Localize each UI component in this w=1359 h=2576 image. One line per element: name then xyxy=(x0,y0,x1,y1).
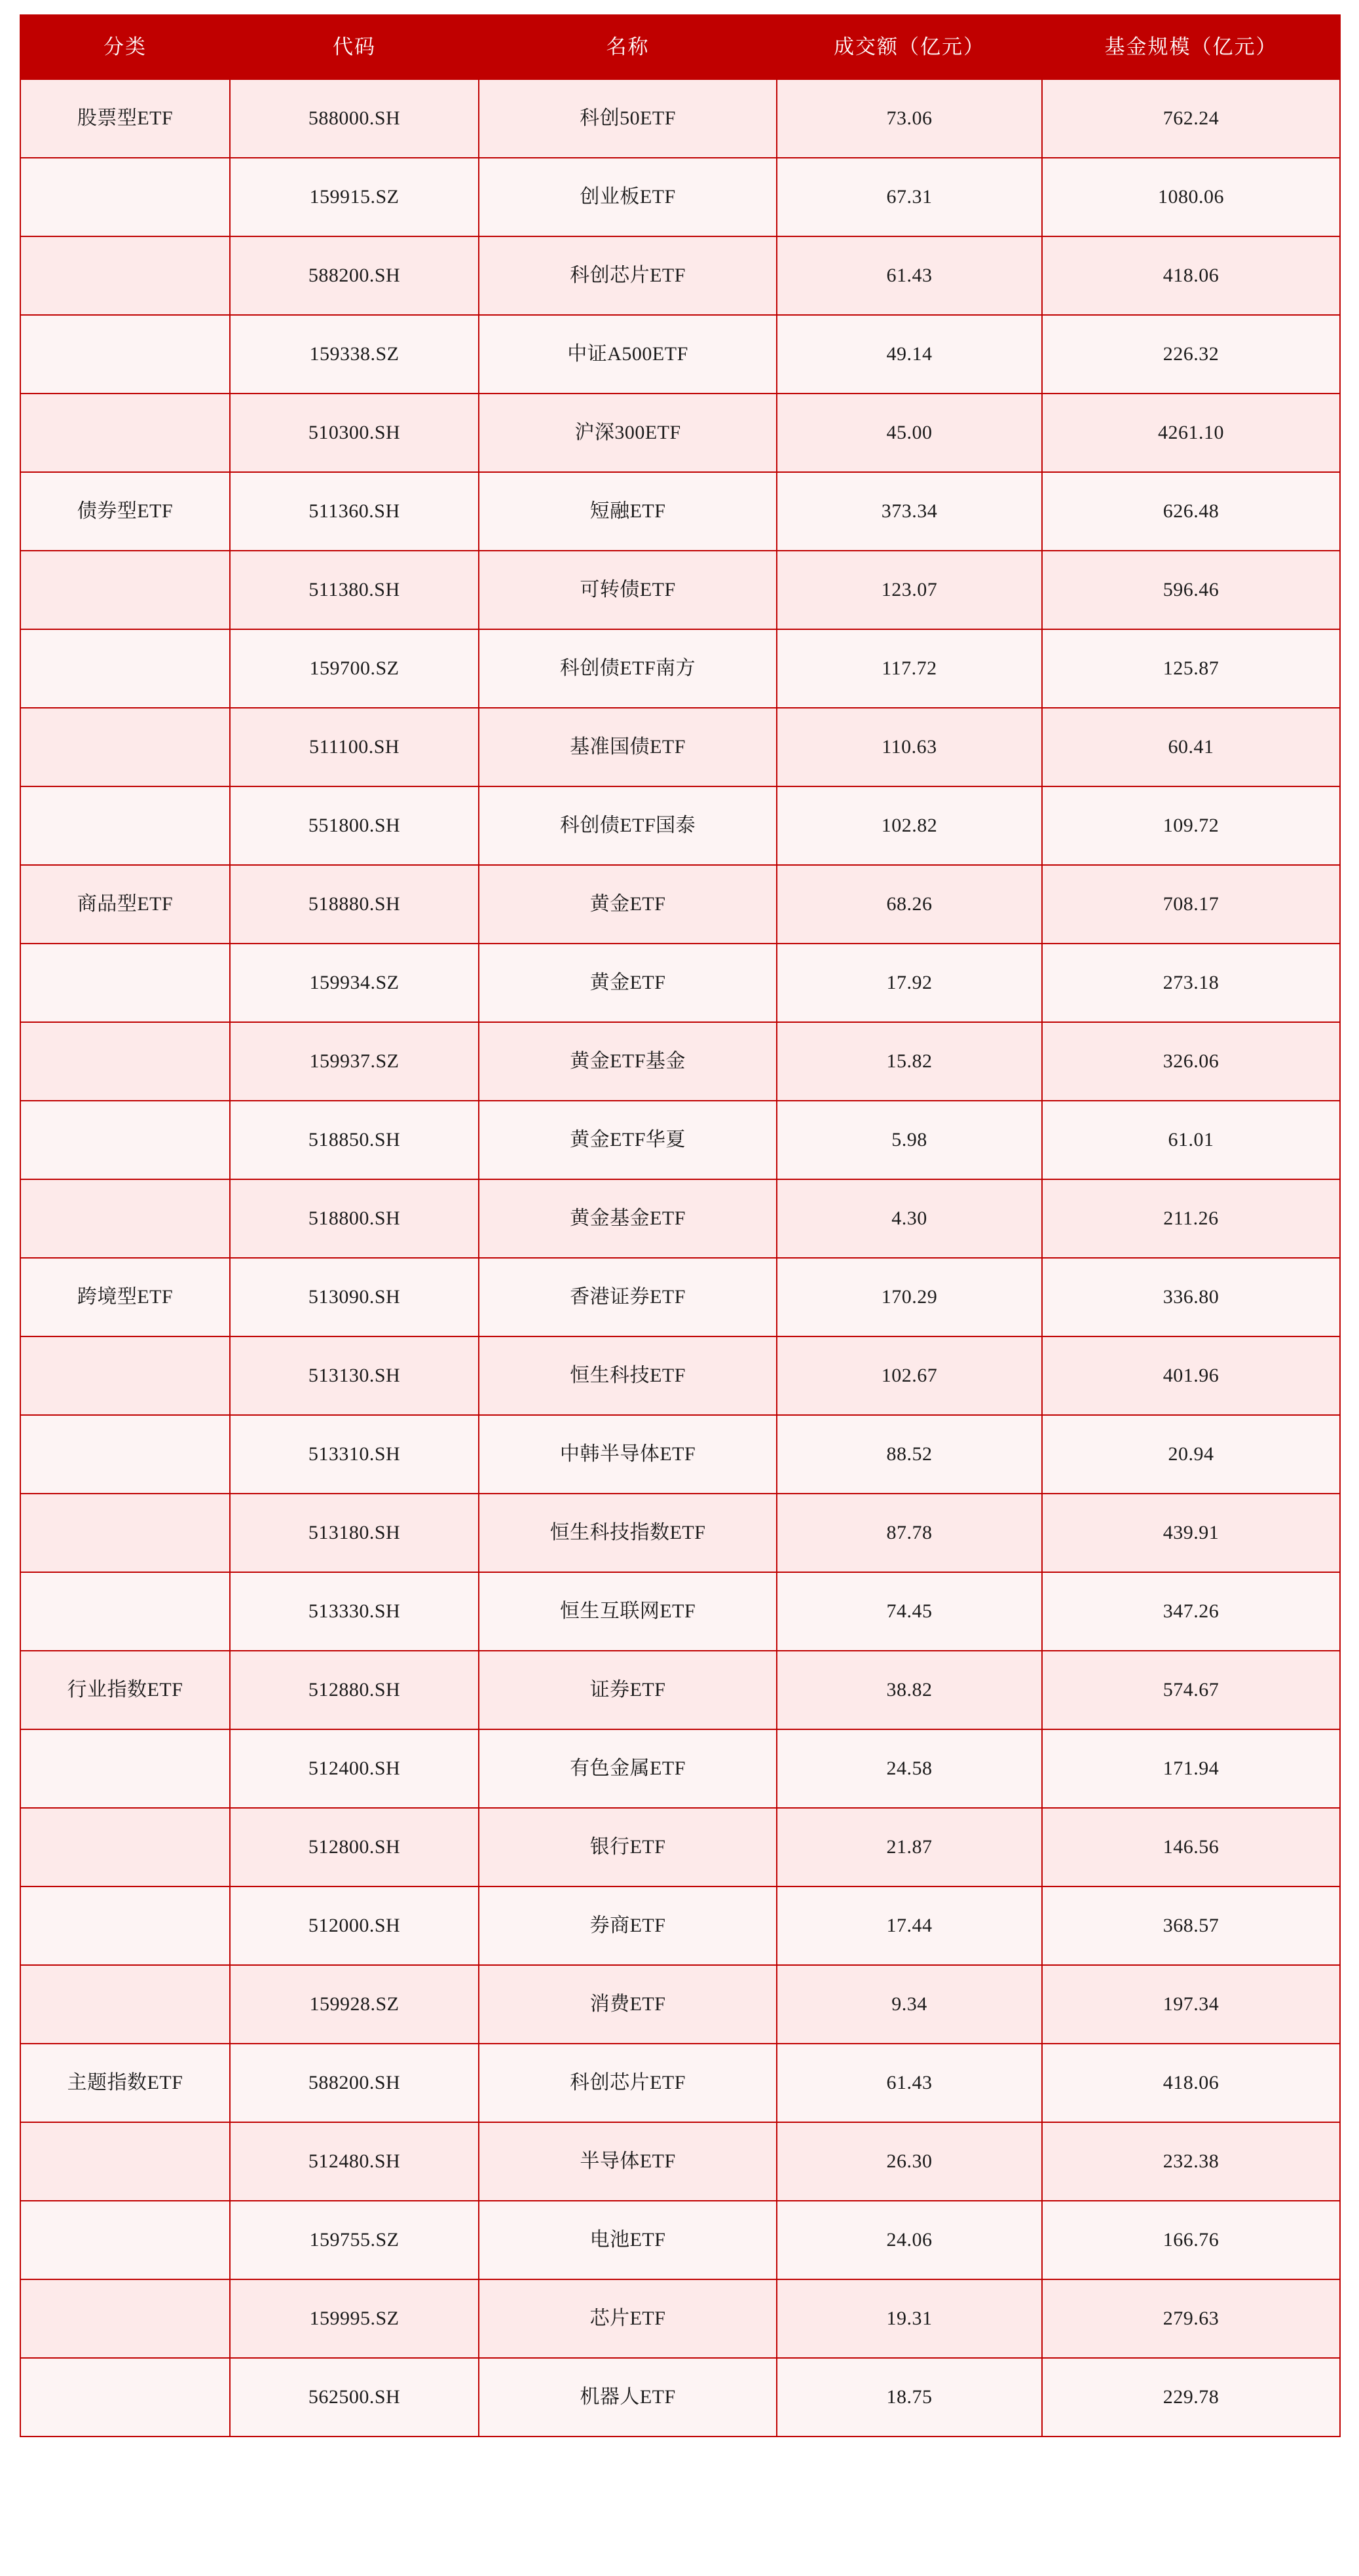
cell-scale: 1080.06 xyxy=(1042,158,1340,236)
cell-category xyxy=(20,786,230,865)
cell-scale: 166.76 xyxy=(1042,2201,1340,2279)
cell-turnover: 74.45 xyxy=(777,1572,1042,1651)
cell-category xyxy=(20,1808,230,1886)
cell-category xyxy=(20,236,230,315)
cell-name: 有色金属ETF xyxy=(479,1729,777,1808)
cell-scale: 762.24 xyxy=(1042,79,1340,158)
table-row xyxy=(20,1415,1340,1494)
cell-code: 518880.SH xyxy=(230,865,479,944)
cell-turnover: 68.26 xyxy=(777,865,1042,944)
cell-name: 基准国债ETF xyxy=(479,708,777,786)
cell-code: 588000.SH xyxy=(230,79,479,158)
cell-name: 黄金基金ETF xyxy=(479,1179,777,1258)
cell-scale: 347.26 xyxy=(1042,1572,1340,1651)
cell-category xyxy=(20,2122,230,2201)
cell-category xyxy=(20,2279,230,2358)
table-row xyxy=(20,1179,1340,1258)
cell-name: 创业板ETF xyxy=(479,158,777,236)
cell-name: 恒生科技指数ETF xyxy=(479,1494,777,1572)
cell-code: 511360.SH xyxy=(230,472,479,551)
cell-code: 512400.SH xyxy=(230,1729,479,1808)
table-row xyxy=(20,1808,1340,1886)
cell-name: 科创芯片ETF xyxy=(479,236,777,315)
cell-category xyxy=(20,708,230,786)
cell-scale: 20.94 xyxy=(1042,1415,1340,1494)
cell-turnover: 26.30 xyxy=(777,2122,1042,2201)
table-row xyxy=(20,786,1340,865)
cell-turnover: 102.82 xyxy=(777,786,1042,865)
cell-turnover: 49.14 xyxy=(777,315,1042,394)
cell-name: 科创芯片ETF xyxy=(479,2044,777,2122)
table-row xyxy=(20,1572,1340,1651)
cell-scale: 439.91 xyxy=(1042,1494,1340,1572)
cell-code: 159338.SZ xyxy=(230,315,479,394)
cell-turnover: 9.34 xyxy=(777,1965,1042,2044)
cell-name: 半导体ETF xyxy=(479,2122,777,2201)
cell-name: 黄金ETF xyxy=(479,944,777,1022)
cell-name: 香港证券ETF xyxy=(479,1258,777,1336)
cell-code: 513130.SH xyxy=(230,1336,479,1415)
table-body xyxy=(20,79,1340,2437)
cell-category xyxy=(20,1101,230,1179)
cell-category xyxy=(20,394,230,472)
cell-category xyxy=(20,1572,230,1651)
cell-scale: 368.57 xyxy=(1042,1886,1340,1965)
cell-turnover: 38.82 xyxy=(777,1651,1042,1729)
cell-turnover: 15.82 xyxy=(777,1022,1042,1101)
cell-scale: 229.78 xyxy=(1042,2358,1340,2437)
cell-code: 513090.SH xyxy=(230,1258,479,1336)
column-header-category: 分类 xyxy=(20,15,230,79)
table-row xyxy=(20,2279,1340,2358)
cell-name: 科创债ETF国泰 xyxy=(479,786,777,865)
cell-scale: 232.38 xyxy=(1042,2122,1340,2201)
cell-code: 159755.SZ xyxy=(230,2201,479,2279)
table-row xyxy=(20,1729,1340,1808)
cell-code: 512000.SH xyxy=(230,1886,479,1965)
cell-category xyxy=(20,1886,230,1965)
cell-name: 中韩半导体ETF xyxy=(479,1415,777,1494)
cell-category xyxy=(20,158,230,236)
cell-name: 短融ETF xyxy=(479,472,777,551)
column-header-scale: 基金规模（亿元） xyxy=(1042,15,1340,79)
cell-turnover: 88.52 xyxy=(777,1415,1042,1494)
cell-turnover: 5.98 xyxy=(777,1101,1042,1179)
table-header xyxy=(20,15,1340,79)
cell-name: 券商ETF xyxy=(479,1886,777,1965)
cell-code: 513310.SH xyxy=(230,1415,479,1494)
cell-name: 科创债ETF南方 xyxy=(479,629,777,708)
etf-table xyxy=(20,14,1341,2437)
cell-name: 可转债ETF xyxy=(479,551,777,629)
cell-category xyxy=(20,1179,230,1258)
cell-category xyxy=(20,944,230,1022)
cell-scale: 171.94 xyxy=(1042,1729,1340,1808)
cell-turnover: 17.44 xyxy=(777,1886,1042,1965)
column-header-turnover: 成交额（亿元） xyxy=(777,15,1042,79)
cell-code: 512480.SH xyxy=(230,2122,479,2201)
cell-turnover: 61.43 xyxy=(777,2044,1042,2122)
cell-turnover: 61.43 xyxy=(777,236,1042,315)
table-row xyxy=(20,394,1340,472)
table-row xyxy=(20,2201,1340,2279)
table-row xyxy=(20,944,1340,1022)
cell-scale: 197.34 xyxy=(1042,1965,1340,2044)
cell-name: 证券ETF xyxy=(479,1651,777,1729)
table-row xyxy=(20,1965,1340,2044)
cell-turnover: 117.72 xyxy=(777,629,1042,708)
cell-category xyxy=(20,1336,230,1415)
cell-category: 商品型ETF xyxy=(20,865,230,944)
column-header-code: 代码 xyxy=(230,15,479,79)
cell-name: 沪深300ETF xyxy=(479,394,777,472)
cell-category: 行业指数ETF xyxy=(20,1651,230,1729)
cell-turnover: 373.34 xyxy=(777,472,1042,551)
cell-name: 消费ETF xyxy=(479,1965,777,2044)
table-row xyxy=(20,629,1340,708)
table-row xyxy=(20,1336,1340,1415)
cell-turnover: 123.07 xyxy=(777,551,1042,629)
table-row xyxy=(20,708,1340,786)
table-row xyxy=(20,1258,1340,1336)
cell-turnover: 73.06 xyxy=(777,79,1042,158)
cell-code: 588200.SH xyxy=(230,2044,479,2122)
cell-name: 黄金ETF xyxy=(479,865,777,944)
cell-name: 电池ETF xyxy=(479,2201,777,2279)
cell-category xyxy=(20,629,230,708)
cell-scale: 708.17 xyxy=(1042,865,1340,944)
cell-turnover: 110.63 xyxy=(777,708,1042,786)
table-row xyxy=(20,2122,1340,2201)
cell-scale: 418.06 xyxy=(1042,2044,1340,2122)
table-row xyxy=(20,1651,1340,1729)
cell-code: 518850.SH xyxy=(230,1101,479,1179)
table-row xyxy=(20,551,1340,629)
table-row xyxy=(20,2358,1340,2437)
cell-name: 机器人ETF xyxy=(479,2358,777,2437)
cell-turnover: 18.75 xyxy=(777,2358,1042,2437)
cell-code: 159915.SZ xyxy=(230,158,479,236)
cell-category: 主题指数ETF xyxy=(20,2044,230,2122)
cell-category xyxy=(20,1494,230,1572)
cell-scale: 211.26 xyxy=(1042,1179,1340,1258)
cell-code: 510300.SH xyxy=(230,394,479,472)
cell-code: 159937.SZ xyxy=(230,1022,479,1101)
cell-scale: 273.18 xyxy=(1042,944,1340,1022)
cell-turnover: 24.58 xyxy=(777,1729,1042,1808)
table-header-row xyxy=(20,15,1340,79)
cell-category xyxy=(20,1965,230,2044)
cell-code: 511380.SH xyxy=(230,551,479,629)
table-row xyxy=(20,472,1340,551)
cell-category: 股票型ETF xyxy=(20,79,230,158)
cell-category: 跨境型ETF xyxy=(20,1258,230,1336)
table-row xyxy=(20,1022,1340,1101)
cell-code: 513180.SH xyxy=(230,1494,479,1572)
cell-turnover: 21.87 xyxy=(777,1808,1042,1886)
table-row xyxy=(20,315,1340,394)
cell-name: 中证A500ETF xyxy=(479,315,777,394)
cell-scale: 60.41 xyxy=(1042,708,1340,786)
cell-code: 159700.SZ xyxy=(230,629,479,708)
cell-turnover: 19.31 xyxy=(777,2279,1042,2358)
cell-scale: 4261.10 xyxy=(1042,394,1340,472)
cell-scale: 109.72 xyxy=(1042,786,1340,865)
table-row xyxy=(20,1886,1340,1965)
cell-category xyxy=(20,2358,230,2437)
cell-code: 159934.SZ xyxy=(230,944,479,1022)
cell-scale: 626.48 xyxy=(1042,472,1340,551)
cell-name: 恒生互联网ETF xyxy=(479,1572,777,1651)
cell-category xyxy=(20,1729,230,1808)
cell-category xyxy=(20,2201,230,2279)
cell-scale: 226.32 xyxy=(1042,315,1340,394)
cell-turnover: 102.67 xyxy=(777,1336,1042,1415)
table-row xyxy=(20,236,1340,315)
cell-name: 芯片ETF xyxy=(479,2279,777,2358)
cell-name: 黄金ETF基金 xyxy=(479,1022,777,1101)
cell-code: 512800.SH xyxy=(230,1808,479,1886)
cell-code: 518800.SH xyxy=(230,1179,479,1258)
cell-name: 恒生科技ETF xyxy=(479,1336,777,1415)
cell-category: 债券型ETF xyxy=(20,472,230,551)
table-row xyxy=(20,1494,1340,1572)
cell-turnover: 67.31 xyxy=(777,158,1042,236)
cell-turnover: 24.06 xyxy=(777,2201,1042,2279)
cell-turnover: 87.78 xyxy=(777,1494,1042,1572)
table-row xyxy=(20,1101,1340,1179)
cell-scale: 596.46 xyxy=(1042,551,1340,629)
cell-category xyxy=(20,1022,230,1101)
cell-scale: 326.06 xyxy=(1042,1022,1340,1101)
cell-name: 科创50ETF xyxy=(479,79,777,158)
cell-scale: 336.80 xyxy=(1042,1258,1340,1336)
cell-scale: 146.56 xyxy=(1042,1808,1340,1886)
cell-scale: 61.01 xyxy=(1042,1101,1340,1179)
cell-code: 562500.SH xyxy=(230,2358,479,2437)
cell-code: 159928.SZ xyxy=(230,1965,479,2044)
table-row xyxy=(20,158,1340,236)
cell-turnover: 45.00 xyxy=(777,394,1042,472)
cell-turnover: 4.30 xyxy=(777,1179,1042,1258)
cell-code: 551800.SH xyxy=(230,786,479,865)
cell-code: 513330.SH xyxy=(230,1572,479,1651)
table-row xyxy=(20,865,1340,944)
cell-scale: 279.63 xyxy=(1042,2279,1340,2358)
cell-code: 588200.SH xyxy=(230,236,479,315)
cell-turnover: 17.92 xyxy=(777,944,1042,1022)
cell-turnover: 170.29 xyxy=(777,1258,1042,1336)
cell-name: 黄金ETF华夏 xyxy=(479,1101,777,1179)
cell-category xyxy=(20,1415,230,1494)
cell-code: 512880.SH xyxy=(230,1651,479,1729)
cell-scale: 125.87 xyxy=(1042,629,1340,708)
cell-code: 511100.SH xyxy=(230,708,479,786)
cell-scale: 401.96 xyxy=(1042,1336,1340,1415)
cell-category xyxy=(20,551,230,629)
table-row xyxy=(20,2044,1340,2122)
cell-scale: 574.67 xyxy=(1042,1651,1340,1729)
table-row xyxy=(20,79,1340,158)
cell-name: 银行ETF xyxy=(479,1808,777,1886)
column-header-name: 名称 xyxy=(479,15,777,79)
cell-category xyxy=(20,315,230,394)
cell-scale: 418.06 xyxy=(1042,236,1340,315)
cell-code: 159995.SZ xyxy=(230,2279,479,2358)
